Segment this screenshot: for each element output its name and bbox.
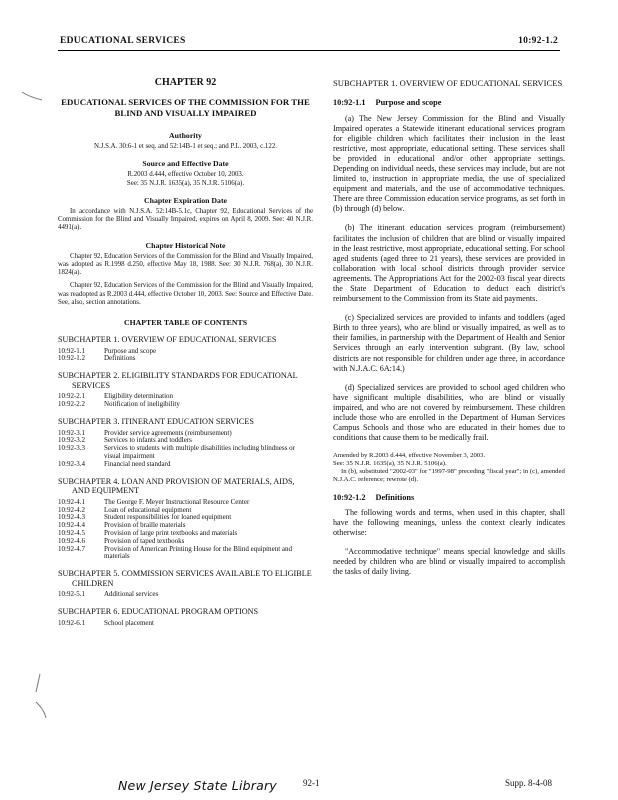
- toc-entry-number: 10:92-2.2: [58, 400, 86, 409]
- toc-entry-title: Notification of ineligibility: [104, 400, 180, 409]
- section-heading-1-1: [333, 98, 565, 107]
- expiration-heading: Chapter Expiration Date: [143, 195, 228, 205]
- toc-subchapter-title: SUBCHAPTER 2. ELIGIBILITY STANDARDS FOR EDUCATIONAL SERVICES: [58, 371, 298, 390]
- authority-text: N.J.S.A. 30:6-1 et seq. and 52:14B-1 et seq.; and P.L. 2003, c.122.: [94, 143, 277, 151]
- source-line-1: R.2003 d.444, effective October 10, 2003.: [127, 171, 244, 179]
- history-paragraph-1: Chapter 92, Education Services of the Commission for the Blind and Visually Impaired, was adopted as R.1998 d.250, effective May 18, 1988. See: 30 N.J.R. 768(a), 30 N.J.R. 1824(a).: [58, 252, 313, 277]
- toc-entry: [58, 530, 313, 538]
- chapter-title: EDUCATIONAL SERVICES OF THE COMMISSION FOR THE BLIND AND VISUALLY IMPAIRED: [61, 97, 310, 119]
- section-heading-1-2: [333, 493, 565, 502]
- toc-entry-number: 10:92-3.4: [58, 459, 86, 468]
- toc-entry-number: 10:92-6.1: [58, 618, 86, 627]
- toc-entry-number: 10:92-5.1: [58, 590, 86, 599]
- toc-entry: [58, 348, 313, 356]
- toc-subchapter: [58, 477, 313, 562]
- toc-entry: [58, 401, 313, 409]
- history-heading: Chapter Historical Note: [145, 240, 226, 250]
- definitions-intro: The following words and terms, when used in this chapter, shall have the following meanings, unless the context clearly indicates otherwise:: [333, 507, 565, 537]
- toc-subchapter: [58, 335, 313, 363]
- amendment-line-2: See: 35 N.J.R. 1635(a), 35 N.J.R. 5106(a).: [333, 460, 447, 468]
- toc-entry-title: Financial need standard: [104, 459, 171, 468]
- toc-entry-title: School placement: [104, 618, 154, 627]
- paragraph-c: (c) Specialized services are provided to infants and toddlers (aged Birth to three years), who are blind or visually impaired, as well as to their families, in partnership with the Department of Health and Senior Services through an early intervention subgrant. (By law, school districts are not responsible for children under age three, in accordance with N.J.A.C. 6A:14.): [333, 313, 565, 373]
- toc-entry: [58, 514, 313, 522]
- toc-entry: [58, 355, 313, 363]
- toc-heading: CHAPTER TABLE OF CONTENTS: [123, 317, 248, 327]
- chapter-number: CHAPTER 92: [154, 77, 217, 88]
- right-column: [333, 78, 565, 586]
- margin-mark-bottom: [30, 672, 50, 722]
- source-line-2: See: 35 N.J.R. 1635(a), 35 N.J.R. 5106(a).: [126, 179, 245, 187]
- toc-entry-title: Provision of American Printing House for the Blind equipment and materials: [104, 544, 293, 561]
- toc-entry-number: 10:92-4.4: [58, 521, 86, 530]
- toc-entry-number: 10:92-3.3: [58, 444, 86, 453]
- toc-entry-title: Provider service agreements (reimbursement): [104, 428, 232, 437]
- toc-entry-title: Definitions: [104, 354, 136, 363]
- toc-subchapter-title: SUBCHAPTER 6. EDUCATIONAL PROGRAM OPTIONS: [58, 607, 259, 617]
- left-column: [58, 78, 313, 627]
- toc-entry-title: Provision of taped textbooks: [104, 536, 185, 545]
- toc-entry: [58, 393, 313, 401]
- toc-entry-number: 10:92-4.7: [58, 544, 86, 553]
- toc-entry-number: 10:92-4.2: [58, 505, 86, 514]
- toc-entry-number: 10:92-1.2: [58, 354, 86, 363]
- section-number: 10:92-1.2: [333, 492, 366, 502]
- toc-entry-number: 10:92-4.5: [58, 528, 86, 537]
- toc-entry-title: Additional services: [104, 590, 159, 599]
- toc-subchapter: [58, 569, 313, 599]
- authority-heading: Authority: [169, 131, 202, 141]
- toc-entry-number: 10:92-4.6: [58, 536, 86, 545]
- toc-entry-title: Eligibility determination: [104, 392, 174, 401]
- toc-subchapter-title: SUBCHAPTER 1. OVERVIEW OF EDUCATIONAL SERVICES: [58, 335, 277, 344]
- header-title: EDUCATIONAL SERVICES: [60, 36, 186, 46]
- paragraph-d: (d) Specialized services are provided to school aged children who have significant multiple disabilities, who are blind or visually impaired, and who are not covered by reimbursement. These children include those who are enrolled in the Department of Human Services Campus Schools and those who are educated in their homes due to conditions that cause them to be medically frail.: [333, 382, 565, 443]
- subchapter-heading: SUBCHAPTER 1. OVERVIEW OF EDUCATIONAL SERVICES: [333, 78, 563, 88]
- toc-subchapter-title: SUBCHAPTER 3. ITINERANT EDUCATION SERVICES: [58, 416, 254, 426]
- toc-entry: [58, 591, 313, 599]
- toc-entry-number: 10:92-1.1: [58, 346, 86, 355]
- page-number: 92-1: [303, 778, 320, 788]
- toc-entry: [58, 620, 313, 628]
- margin-mark-top: [20, 88, 44, 106]
- library-stamp: New Jersey State Library: [118, 778, 277, 793]
- header-rule: [58, 50, 560, 51]
- toc-subchapter-title: SUBCHAPTER 5. COMMISSION SERVICES AVAILABLE TO ELIGIBLE CHILDREN: [58, 569, 312, 588]
- definition-accommodative-technique: "Accommodative technique" means special knowledge and skills needed by children who are blind or visually impaired to accomplish the tasks of daily living.: [333, 546, 565, 577]
- toc-subchapter: [58, 417, 313, 469]
- running-header: [60, 36, 558, 50]
- toc-entry-number: 10:92-3.1: [58, 428, 86, 437]
- section-title: Purpose and scope: [375, 98, 442, 108]
- toc-entry-title: Services to infants and toddlers: [104, 436, 192, 445]
- toc-subchapter: [58, 607, 313, 627]
- toc-entry-number: 10:92-2.1: [58, 392, 86, 401]
- toc-entry-title: Services to students with multiple disabilities including blindness or visual impairment: [104, 444, 295, 460]
- toc-entry-title: Purpose and scope: [104, 346, 157, 355]
- supplement-date: Supp. 8-4-08: [505, 778, 552, 788]
- toc-entry-title: Loan of educational equipment: [104, 505, 192, 514]
- toc-subchapter-title: SUBCHAPTER 4. LOAN AND PROVISION OF MATERIALS, AIDS, AND EQUIPMENT: [58, 476, 295, 496]
- paragraph-b: (b) The itinerant education services program (reimbursement) facilitates the inclusion of children that are blind or visually impaired in the least restrictive, most appropriate, educational setting. For school aged students (aged three to 21 years), these services are provided in collaboration with local school districts through provider service agreements. The Appropriations Act for the 2002-03 fiscal year directs the State Department of Education to deduct each district's reimbursement to the Commission from its State aid payments.: [333, 223, 565, 304]
- toc-entry-number: 10:92-4.3: [58, 513, 86, 522]
- paragraph-a: (a) The New Jersey Commission for the Blind and Visually Impaired operates a Statewide itinerant educational services program for eligible children which facilitates their inclusion in the least restrictive, most appropriate, educational setting. These services shall be provided in educational and/or other appropriate settings. Depending on individual needs, these services may include, but are not limited to, instruction in appropriate media, the use of specialized equipment and materials, and the use of accommodative techniques. There are three Commission education service programs, as set forth in (b) through (d) below.: [333, 113, 565, 214]
- expiration-text: In accordance with N.J.S.A. 52:14B-5.1c, Chapter 92, Educational Services of the Commission for the Blind and Visually Impaired, expires on April 8, 2009. See: 40 N.J.R. 4491(a).: [58, 207, 313, 232]
- toc-subchapter: [58, 371, 313, 409]
- section-number: 10:92-1.1: [333, 98, 366, 108]
- toc-entry-title: The George F. Meyer Instructional Resource Center: [104, 497, 250, 506]
- header-section: 10:92-1.2: [518, 36, 558, 46]
- source-heading: Source and Effective Date: [142, 159, 229, 169]
- toc-entry-number: 10:92-3.2: [58, 436, 86, 445]
- amendment-line-3: In (b), substituted "2002-03" for "1997-98" preceding "fiscal year"; in (c), amended N.J.A.C. reference; rewrote (d).: [333, 467, 565, 483]
- toc-entry: [58, 445, 313, 461]
- section-title: Definitions: [375, 492, 415, 502]
- toc-entry-title: Provision of braille materials: [104, 521, 186, 530]
- toc-entry-title: Provision of large print textbooks and materials: [104, 528, 238, 537]
- toc-entry: [58, 461, 313, 469]
- toc-entry: [58, 546, 313, 562]
- toc-entry-number: 10:92-4.1: [58, 497, 86, 506]
- history-paragraph-2: Chapter 92, Education Services of the Commission for the Blind and Visually Impaired, was readopted as R.2003 d.444, effective October 10, 2003. See: Source and Effective Date. See, also, section annotations.: [58, 282, 313, 306]
- amendment-line-1: Amended by R.2003 d.444, effective November 3, 2003.: [333, 452, 486, 460]
- amendment-note: [333, 452, 565, 483]
- toc-entry-title: Student responsibilities for loaned equipment: [104, 513, 232, 522]
